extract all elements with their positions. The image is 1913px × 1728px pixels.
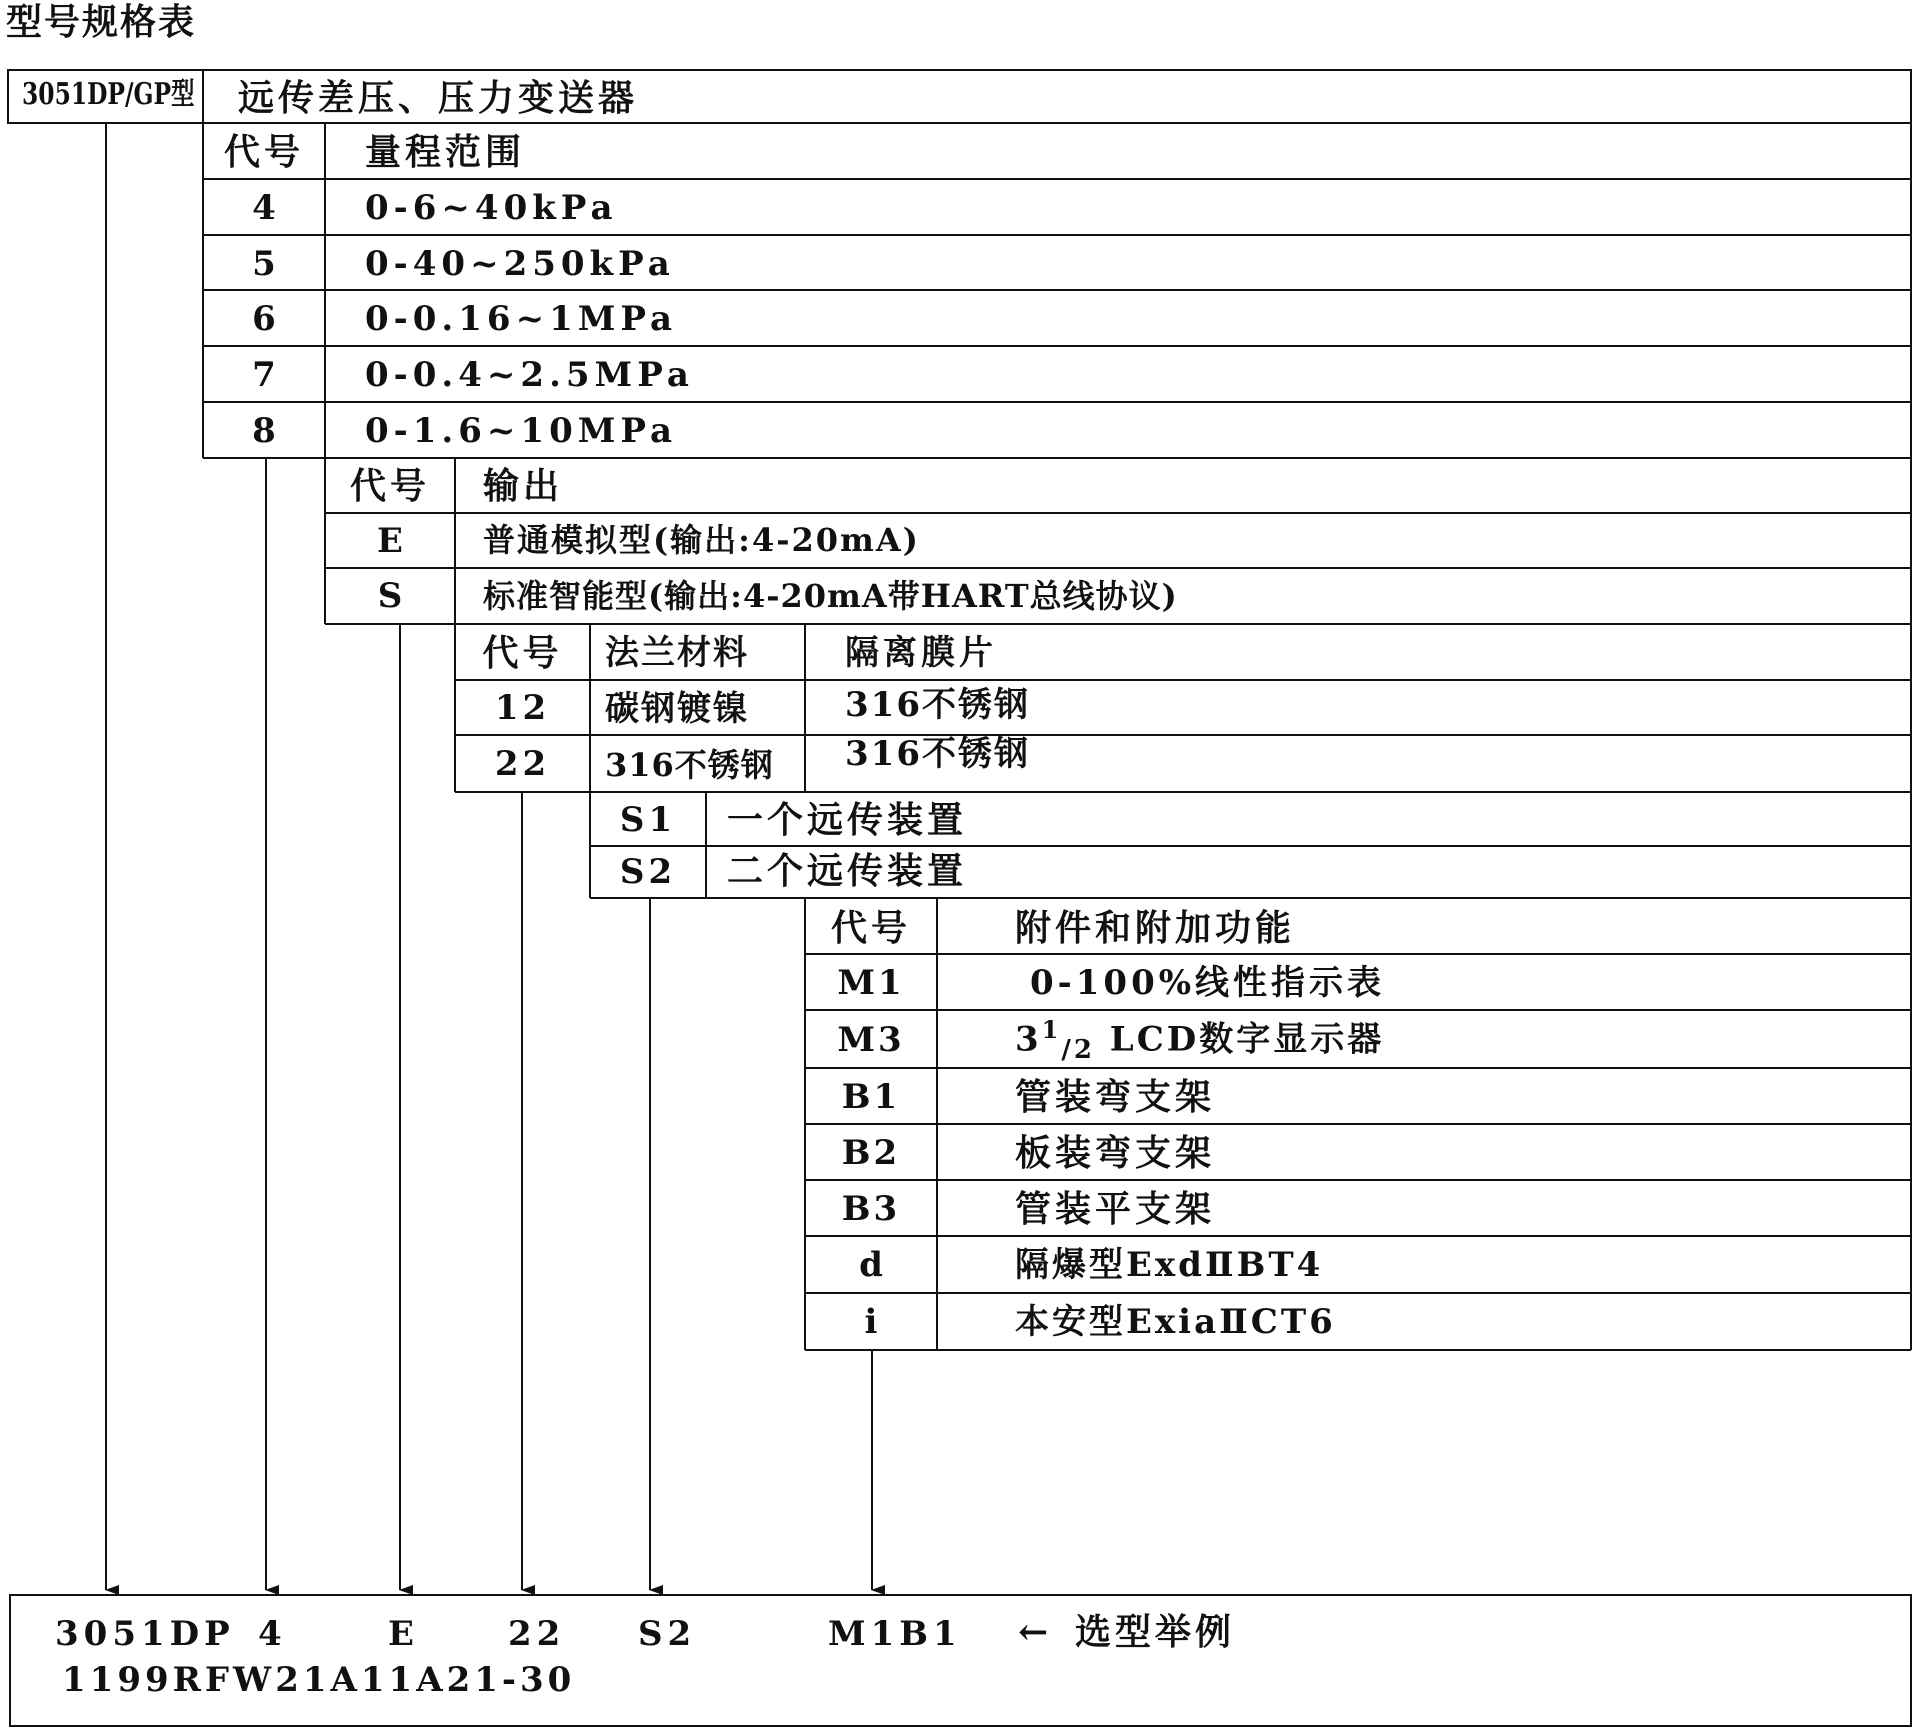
material-row-code: 22: [494, 744, 551, 784]
options-header-code: 代号: [830, 907, 911, 949]
range-header-code: 代号: [223, 131, 304, 173]
options-row-code: B1: [841, 1077, 901, 1117]
options-row-value: 隔爆型ExdⅡBT4: [1015, 1245, 1324, 1285]
lcd-text: LCD数字显示器: [1094, 1019, 1385, 1060]
range-row-code: 4: [252, 188, 276, 228]
options-row-value: 管装平支架: [1015, 1188, 1216, 1230]
lcd-digit: 3: [1015, 1019, 1042, 1060]
range-row-value: 0-0.16~1MPa: [365, 299, 678, 339]
material-row-code: 12: [494, 688, 551, 728]
example-label: 选型举例: [1075, 1611, 1236, 1653]
example-output: E: [388, 1614, 414, 1654]
example-material: 22: [508, 1614, 566, 1654]
options-row-value: 0-100%线性指示表: [1030, 963, 1386, 1003]
fraction-numerator: 1: [1041, 1015, 1062, 1044]
example-options: M1B1: [828, 1614, 962, 1654]
range-row-value: 0-0.4~2.5MPa: [365, 355, 694, 395]
range-row-value: 0-1.6~10MPa: [365, 411, 678, 451]
options-row-code: M1: [837, 963, 905, 1003]
material-header-diaphragm: 隔离膜片: [845, 633, 997, 673]
options-header-name: 附件和附加功能: [1015, 907, 1296, 949]
options-row-value: [1015, 1015, 1385, 1066]
range-header-name: 量程范围: [365, 131, 526, 173]
options-row-value: 管装弯支架: [1015, 1076, 1216, 1118]
model-description: 远传差压、压力变送器: [238, 77, 639, 119]
range-row-code: 8: [252, 411, 276, 451]
options-row-value: 本安型ExiaⅡCT6: [1015, 1302, 1336, 1342]
material-row-diaphragm: 316不锈钢: [845, 685, 1030, 725]
material-row-flange: 碳钢镀镍: [605, 689, 749, 729]
options-row-code: d: [859, 1245, 883, 1285]
output-row-value: 普通模拟型(输出:4-20mA): [483, 521, 920, 559]
range-row-code: 6: [252, 299, 276, 339]
output-row-code: E: [377, 521, 403, 561]
output-header-code: 代号: [349, 465, 430, 507]
material-header-flange: 法兰材料: [605, 633, 749, 673]
example-line2: 1199RFW21A11A21-30: [62, 1660, 576, 1700]
example-range: 4: [258, 1614, 282, 1654]
output-row-code: S: [377, 576, 403, 616]
range-row-value: 0-40~250kPa: [365, 244, 675, 284]
remote-row-value: 二个远传装置: [727, 850, 968, 892]
remote-row-value: 一个远传装置: [727, 799, 968, 841]
material-row-flange: 316不锈钢: [605, 746, 774, 784]
fraction-denominator: /2: [1061, 1035, 1095, 1066]
material-header-code: 代号: [482, 632, 563, 674]
example-remote: S2: [638, 1614, 697, 1654]
page-title: 型号规格表: [6, 1, 197, 43]
output-row-value: 标准智能型(输出:4-20mA带HART总线协议): [483, 577, 1178, 615]
output-header-name: 输出: [483, 465, 564, 507]
range-row-value: 0-6~40kPa: [365, 188, 618, 228]
options-row-code: B3: [841, 1189, 901, 1229]
left-arrow-icon: ←: [1018, 1611, 1053, 1653]
material-row-diaphragm: 316不锈钢: [845, 734, 1030, 774]
range-row-code: 7: [252, 355, 276, 395]
remote-row-code: S2: [619, 852, 677, 892]
options-row-code: M3: [837, 1020, 905, 1060]
model-code: 3051DP/GP型: [22, 77, 195, 112]
remote-row-code: S1: [619, 800, 677, 840]
range-row-code: 5: [252, 244, 276, 284]
options-row-code: i: [864, 1302, 878, 1342]
options-row-code: B2: [841, 1133, 901, 1173]
example-model: 3051DP: [55, 1614, 235, 1654]
options-row-value: 板装弯支架: [1015, 1132, 1216, 1174]
